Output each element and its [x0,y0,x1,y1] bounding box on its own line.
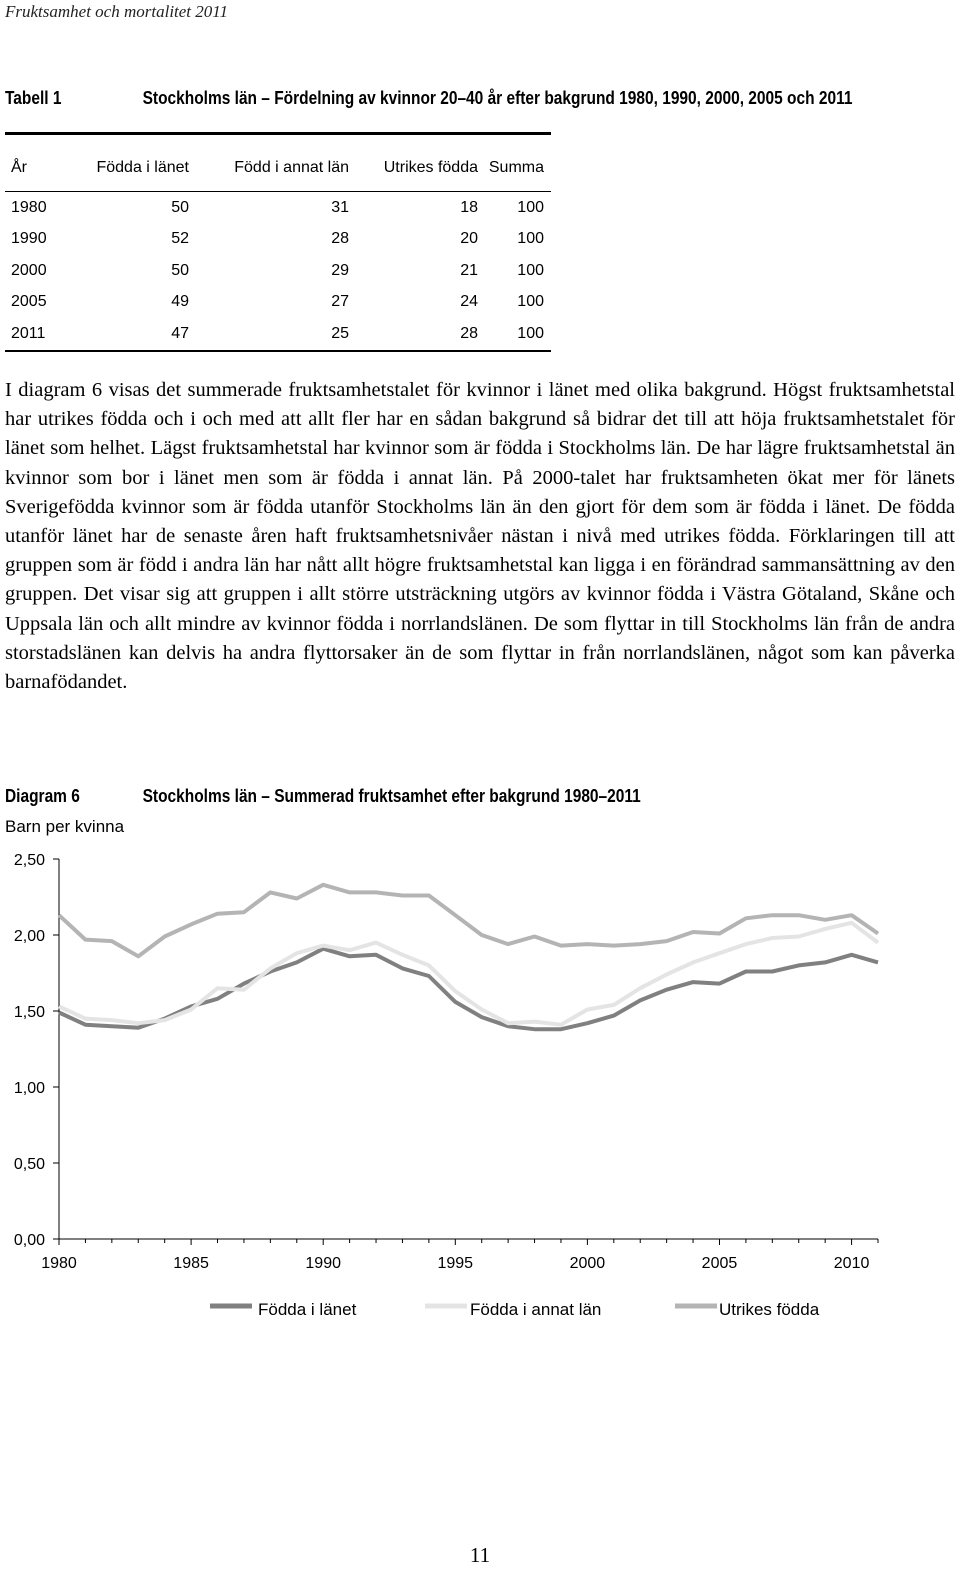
column-header-born-in-other-county: Född i annat län [234,159,349,176]
cell-born-in-county: 52 [171,230,189,248]
running-head: Fruktsamhet och mortalitet 2011 [5,2,229,21]
cell-year: 1980 [11,198,47,216]
legend-item [210,1300,357,1319]
y-tick-label: 1,50 [13,1004,45,1021]
cell-foreign-born: 28 [460,324,478,342]
legend-label: Födda i annat län [470,1300,602,1319]
cell-sum: 100 [517,230,544,248]
cell-year: 2000 [11,261,47,279]
body-paragraph: I diagram 6 visas det summerade fruktsamhetstalet för kvinnor i länet med olika bakgrund. Högst fruktsamhetstal har utrikes födda och i och med att allt fler har en sådan bakgrund så bidrar det till att höja fruktsamhetstalet för länet som helhet. Lägst fruktsamhetstal har kvinnor som är födda i Stockholms län. De har lägre fruktsamhetstal än kvinnor som bor i länet men som är födda i annat län. På 2000-talet har fruktsamheten ökat mer för länets Sverigefödda kvinnor som är födda utanför Stockholms län än den gjort för dem som är födda i länet. De födda utanför länet har de senaste åren haft fruktsamhetsnivåer nästan i nivå med utrikes födda. Förklaringen till att gruppen som är född i andra län har nått allt högre fruktsamhetstal kan ligga i en förändrad sammansättning av den gruppen. Det visar sig att gruppen i allt större utsträckning utgörs av kvinnor födda i Västra Götaland, Skåne och Uppsala län och allt mindre av kvinnor födda i norrlandslänen. De som flyttar in till Stockholms län från de andra storstadslänen kan delvis ha andra flyttorsaker än de som flyttar in från norrlandslänen, något som kan påverka barnafödandet. [5,379,955,694]
table-header-row [5,134,551,192]
cell-foreign-born: 24 [460,293,478,311]
y-tick-label: 0,00 [13,1232,45,1249]
table-row [5,287,551,319]
series-line-foreign-born [59,885,878,957]
cell-sum: 100 [517,293,544,311]
cell-foreign-born: 20 [460,230,478,248]
page-number: 11 [469,1543,491,1567]
cell-born-in-other-county: 28 [331,230,349,248]
cell-sum: 100 [517,261,544,279]
cell-sum: 100 [517,324,544,342]
y-tick-label: 2,00 [13,928,45,945]
x-tick-label: 2000 [569,1255,606,1272]
diagram-heading [5,786,641,807]
column-header-born-in-county: Födda i länet [96,159,189,176]
series-line-born-in-county [59,949,878,1029]
cell-born-in-other-county: 27 [331,293,349,311]
table-row [5,192,551,224]
cell-born-in-county: 47 [171,324,189,342]
y-tick-label: 2,50 [13,852,45,869]
table-row [5,224,551,256]
cell-born-in-other-county: 29 [331,261,349,279]
column-header-sum: Summa [488,159,544,176]
x-tick-label: 1990 [305,1255,341,1272]
column-header-foreign-born: Utrikes födda [383,159,478,176]
y-tick-label: 0,50 [13,1156,45,1173]
x-tick-label: 1995 [437,1255,474,1272]
y-axis-label: Barn per kvinna [5,817,125,836]
y-tick-label: 1,00 [13,1080,45,1097]
diagram-number: Diagram 6 [5,786,80,806]
x-tick-label: 2010 [833,1255,870,1272]
x-tick-label: 1985 [173,1255,209,1272]
cell-foreign-born: 18 [460,198,478,216]
table-number: Tabell 1 [5,88,62,108]
cell-born-in-county: 50 [171,198,189,216]
x-tick-label: 1980 [41,1255,77,1272]
table-title: Stockholms län – Fördelning av kvinnor 20–40 år efter bakgrund 1980, 1990, 2000, 2005 och 2011 [142,88,853,108]
legend-label: Födda i länet [258,1300,357,1319]
cell-born-in-other-county: 31 [331,198,349,216]
legend-item [675,1300,820,1319]
cell-year: 2005 [11,293,47,311]
diagram-title: Stockholms län – Summerad fruktsamhet efter bakgrund 1980–2011 [142,786,641,806]
cell-year: 2011 [11,324,46,342]
fertility-line-chart [0,810,960,1330]
cell-born-in-other-county: 25 [331,324,349,342]
table-heading [5,88,852,109]
cell-sum: 100 [517,198,544,216]
column-header-year: År [11,159,27,176]
cell-born-in-county: 50 [171,261,189,279]
legend-label: Utrikes födda [719,1300,820,1319]
legend-item [425,1300,601,1319]
x-tick-label: 2005 [701,1255,738,1272]
table-row [5,255,551,287]
cell-foreign-born: 21 [460,261,478,279]
distribution-table [5,132,551,352]
cell-born-in-county: 49 [171,293,189,311]
cell-year: 1990 [11,230,47,248]
table-row [5,318,551,351]
